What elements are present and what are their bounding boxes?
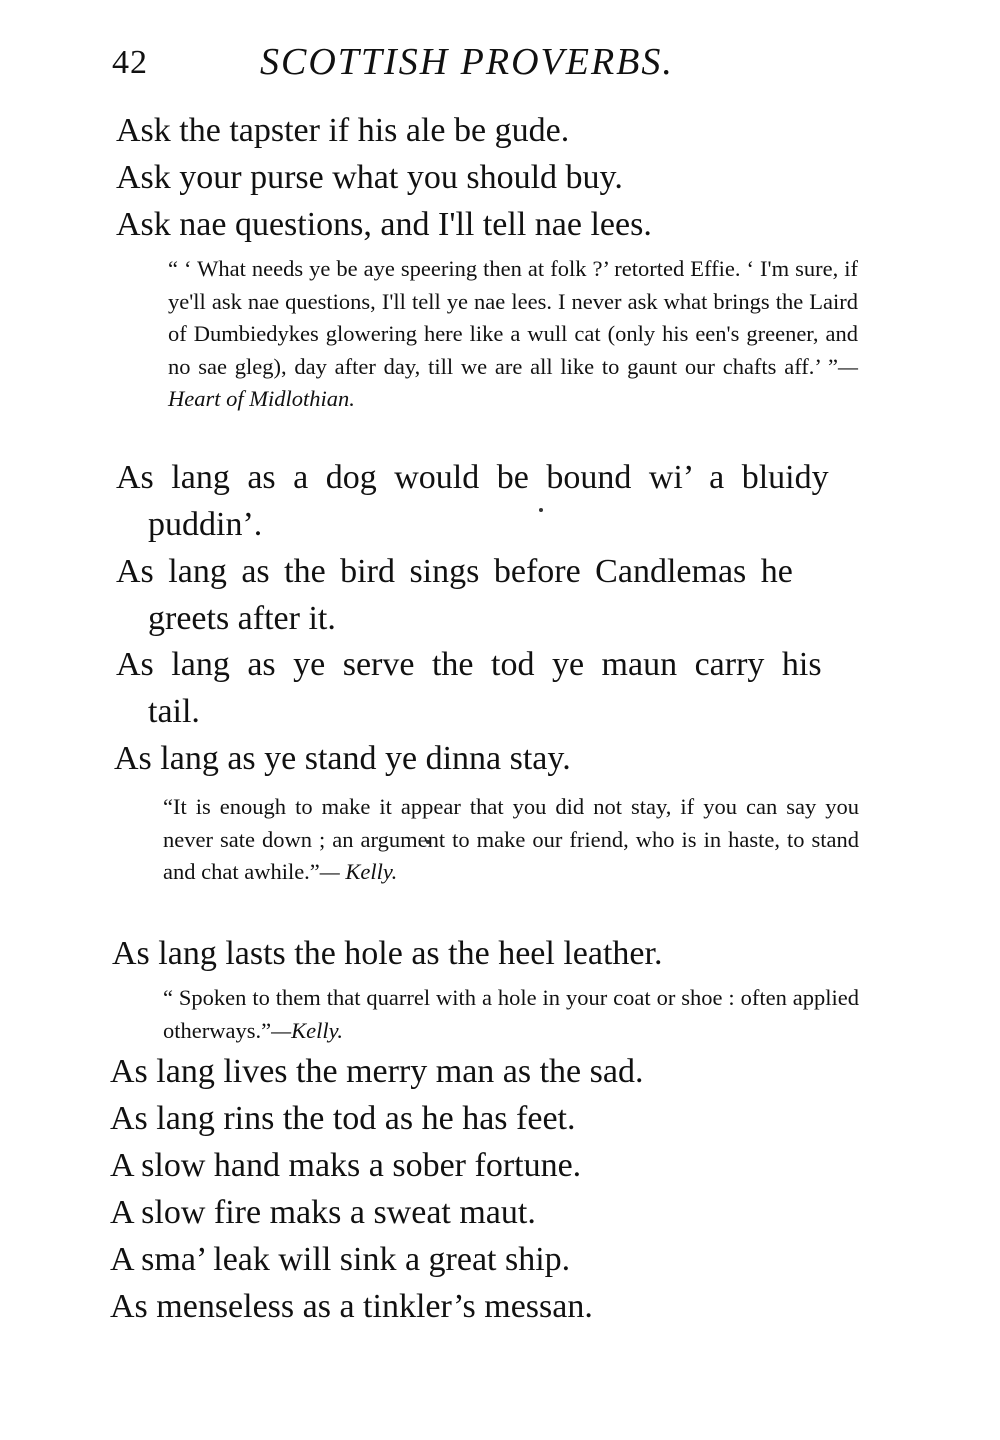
- proverb-note: [163, 982, 859, 1047]
- proverb-text-continuation: puddin’.: [148, 506, 263, 543]
- note-citation: —Kelly.: [271, 1017, 343, 1043]
- proverb-text: Ask the tapster if his ale be gude.: [116, 112, 570, 149]
- proverb-text: As lang rins the tod as he has feet.: [110, 1100, 576, 1137]
- proverb-text-continuation: tail.: [148, 693, 200, 730]
- proverb-text: As menseless as a tinkler’s messan.: [110, 1288, 593, 1325]
- proverb-text: As lang as the bird sings before Candlemas he: [116, 553, 793, 590]
- proverb-note: [163, 791, 859, 889]
- proverb-text-continuation: greets after it.: [148, 600, 336, 637]
- print-speck: [539, 508, 543, 512]
- proverb-text: A sma’ leak will sink a great ship.: [110, 1241, 571, 1278]
- proverb-text: As lang as ye stand ye dinna stay.: [114, 740, 571, 777]
- note-text: “ Spoken to them that quarrel with a hole in your coat or shoe : often applied otherways.”: [163, 985, 859, 1043]
- proverb-text: As lang as a dog would be bound wi’ a bluidy: [116, 459, 829, 496]
- proverb-text: Ask your purse what you should buy.: [116, 159, 623, 196]
- note-citation: —Heart of Midlothian.: [168, 353, 858, 411]
- page-header: [112, 40, 872, 90]
- note-citation: — Kelly.: [319, 859, 398, 884]
- proverb-text: As lang lives the merry man as the sad.: [110, 1053, 644, 1090]
- running-head: SCOTTISH PROVERBS.: [260, 41, 674, 83]
- proverb-text: As lang as ye serve the tod ye maun carry his: [116, 646, 822, 683]
- proverb-text: A slow hand maks a sober fortune.: [110, 1147, 582, 1184]
- proverb-text: Ask nae questions, and I'll tell nae lees.: [116, 206, 652, 243]
- proverb-note: [168, 253, 858, 416]
- note-text: “ ‘ What needs ye be aye speering then at folk ?’ retorted Effie. ‘ I'm sure, if ye'll ask nae questions, I'll tell ye nae lees. I never ask what brings the Laird of Dumbiedykes glowering here like a wull cat (only his een's greener, and no sae gleg), day after day, till we are all like to gaunt our chafts aff.’ ”: [168, 256, 858, 379]
- proverb-text: A slow fire maks a sweat maut.: [110, 1194, 536, 1231]
- page-number: 42: [112, 44, 148, 81]
- note-text: “It is enough to make it appear that you did not stay, if you can say you never sate down ; an argument to make our friend, who is in haste, to stand and chat awhile.”: [163, 794, 859, 884]
- proverb-text: As lang lasts the hole as the heel leather.: [112, 935, 663, 972]
